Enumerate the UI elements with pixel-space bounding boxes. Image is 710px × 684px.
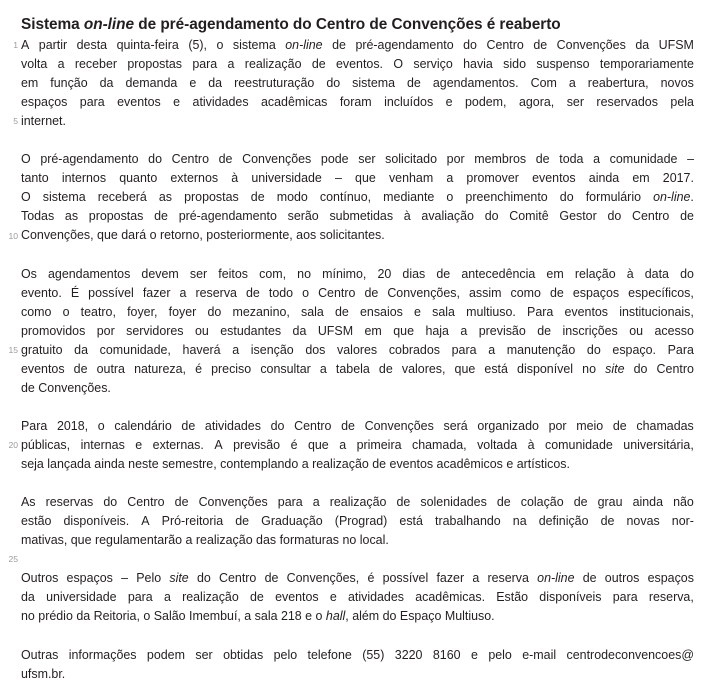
paragraph-spacer: [21, 474, 694, 493]
text-line: promovidos por servidores ou estudantes da UFSM em que haja a previsão de inscrições ou acesso: [21, 323, 694, 338]
text-line: Convenções, que dará o retorno, posteriormente, aos solicitantes.: [21, 228, 385, 243]
line-number-5: 5: [13, 116, 18, 127]
paragraph-spacer: [21, 246, 694, 265]
title-segment-3: de pré-agendamento do Centro de Convenções é reaberto: [134, 16, 561, 34]
text-line: em função da demanda e da reestruturação do sistema de agendamentos. Com a reabertura, novos: [21, 76, 694, 91]
text-line: públicas, internas e externas. A previsão é que a primeira chamada, voltada à comunidade universitária,: [21, 437, 694, 452]
paragraph-3: [21, 265, 694, 398]
text-line: evento. É possível fazer a reserva de todo o Centro de Convenções, assim como de espaços específicos,: [21, 285, 694, 300]
paragraph-spacer: [21, 626, 694, 645]
line-number-1: 1: [13, 40, 18, 50]
text-line: espaços para eventos e atividades acadêmicas foram incluídos e podem, agora, ser reservados pela: [21, 95, 694, 110]
line-number-15: 15: [8, 344, 18, 355]
text-line: As reservas do Centro de Convenções para a realização de solenidades de colação de grau ainda não: [21, 495, 694, 510]
text-line: da universidade para a realização de eventos e atividades acadêmicas. Estão disponíveis para reserva,: [21, 590, 694, 605]
text-line: Outros espaços – Pelo site do Centro de Convenções, é possível fazer a reserva on-line de outros espaços: [21, 571, 694, 586]
text-line: ufsm.br.: [21, 666, 66, 681]
text-line: Para 2018, o calendário de atividades do Centro de Convenções será organizado por meio de chamadas: [21, 418, 694, 433]
text-line: volta a receber propostas para a realização de eventos. O serviço havia sido suspenso temporariamente: [21, 57, 694, 72]
line-number-10: 10: [8, 230, 18, 241]
line-number-20: 20: [8, 440, 18, 451]
text-line: A partir desta quinta-feira (5), o sistema on-line de pré-agendamento do Centro de Convenções da UFSM: [21, 38, 694, 52]
title-segment-1: Sistema: [21, 16, 84, 34]
text-line: internet.: [21, 114, 66, 129]
line-number-gutter: [0, 36, 18, 616]
paragraph-1: [21, 36, 694, 131]
text-line: Todas as propostas de pré-agendamento serão submetidas à avaliação do Comitê Gestor do Centro de: [21, 209, 694, 224]
paragraph-spacer: [21, 550, 694, 569]
text-line: gratuito da comunidade, haverá a isenção dos valores cobrados para a manutenção do espaço. Para: [21, 342, 694, 357]
text-line: como o teatro, foyer, foyer do mezanino, sala de ensaios e sala multiuso. Para eventos institucionais,: [21, 304, 694, 319]
paragraph-4: [21, 417, 694, 474]
text-line: Os agendamentos devem ser feitos com, no mínimo, 20 dias de antecedência em relação à data do: [21, 266, 694, 281]
paragraph-5: [21, 493, 694, 550]
text-line: eventos de outra natureza, é preciso consultar a tabela de valores, que está disponível no site do Centro: [21, 361, 694, 376]
paragraph-6: [21, 569, 694, 626]
paragraph-2: [21, 150, 694, 245]
line-number-25: 25: [8, 554, 18, 565]
text-line: Outras informações podem ser obtidas pelo telefone (55) 3220 8160 e pelo e-mail centrodeconvencoes@: [21, 647, 694, 662]
article-body: [21, 36, 694, 684]
text-line: O sistema receberá as propostas de modo contínuo, mediante o preenchimento do formulário on-line.: [21, 190, 694, 205]
text-line: tanto internos quanto externos à universidade – que venham a promover eventos ainda em 2017.: [21, 171, 694, 186]
paragraph-7: [21, 646, 694, 684]
text-line: seja lançada ainda neste semestre, contemplando a realização de eventos acadêmicos e artísticos.: [21, 457, 570, 472]
text-line: mativas, que regulamentarão a realização das formaturas no local.: [21, 533, 389, 548]
paragraph-spacer: [21, 398, 694, 417]
title-segment-italic: on-line: [83, 16, 134, 34]
text-line: O pré-agendamento do Centro de Convenções pode ser solicitado por membros de toda a comunidade –: [21, 152, 694, 167]
text-line: no prédio da Reitoria, o Salão Imembuí, a sala 218 e o hall, além do Espaço Multiuso.: [21, 609, 495, 624]
page-title: [21, 14, 693, 35]
text-line: de Convenções.: [21, 380, 111, 395]
text-line: estão disponíveis. A Pró-reitoria de Graduação (Prograd) está trabalhando na definição de novas nor-: [21, 514, 694, 529]
paragraph-spacer: [21, 131, 694, 150]
